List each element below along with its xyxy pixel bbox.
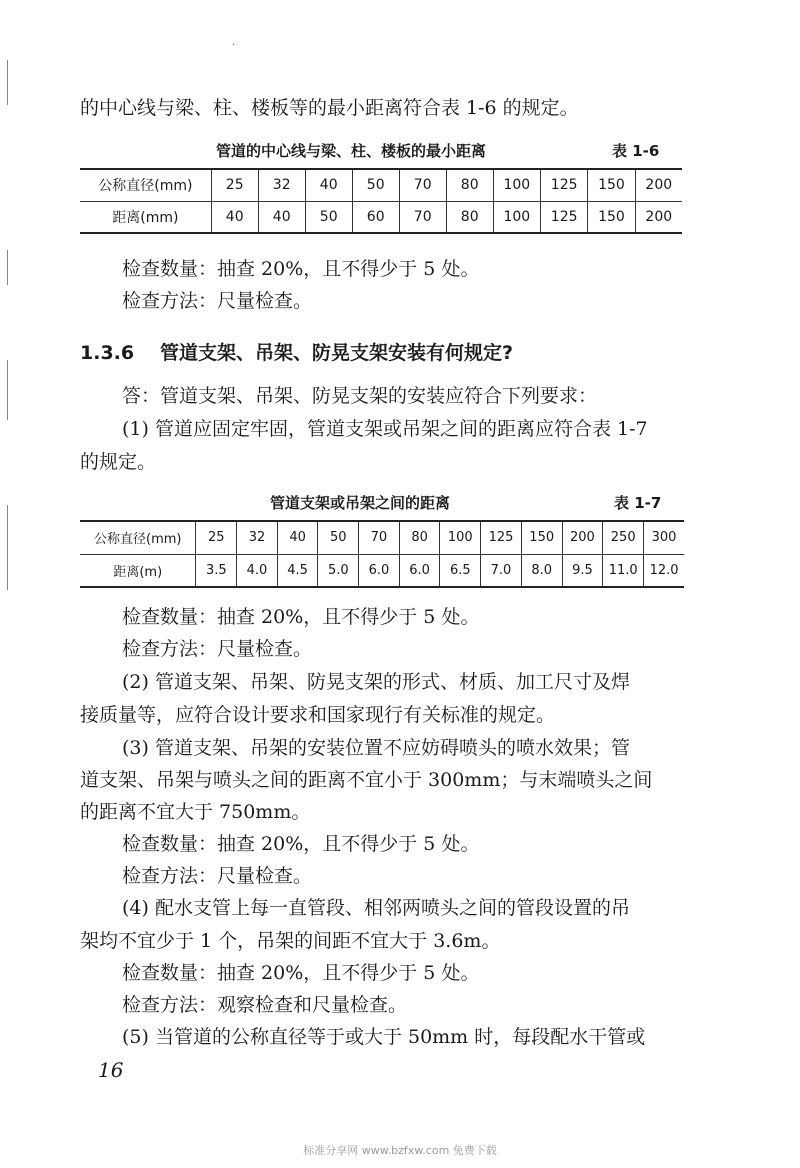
table2-cell: 100 (440, 521, 481, 554)
table1-title: 管道的中心线与梁、柱、楼板的最小距离 (216, 142, 487, 160)
paragraph-line: 答：管道支架、吊架、防晃支架的安装应符合下列要求： (122, 385, 598, 407)
paragraph-line: (3) 管道支架、吊架的安装位置不应妨碍喷头的喷水效果；管 (122, 737, 630, 759)
table1-cell: 25 (211, 169, 258, 201)
table2-cell: 4.0 (237, 554, 278, 587)
table2-cell: 5.0 (318, 554, 359, 587)
paragraph-line: 的规定。 (80, 451, 157, 473)
table1-cell: 80 (446, 201, 493, 233)
paragraph-line: 检查数量：抽查 20%，且不得少于 5 处。 (122, 962, 480, 984)
table2-cell: 7.0 (481, 554, 522, 587)
table2-row-diameter (80, 521, 684, 554)
table1-cell: 100 (493, 201, 540, 233)
table2-cell: 4.5 (277, 554, 318, 587)
table1-cell: 50 (305, 201, 352, 233)
table2-cell: 3.5 (196, 554, 237, 587)
table2-cell: 11.0 (603, 554, 644, 587)
table1-cell: 50 (352, 169, 399, 201)
table1-cell: 150 (588, 201, 635, 233)
table1-cell: 100 (493, 169, 540, 201)
table1-cell: 70 (399, 201, 446, 233)
table2-row-distance (80, 554, 684, 587)
table2-cell: 6.0 (399, 554, 440, 587)
table1-min-distance (80, 168, 682, 234)
table1-cell: 40 (305, 169, 352, 201)
table1-cell: 125 (541, 169, 588, 201)
table1-cell: 40 (258, 201, 305, 233)
table1-cell: 60 (352, 201, 399, 233)
paragraph-line: 检查方法：尺量检查。 (122, 638, 313, 660)
scan-margin-line (7, 360, 8, 420)
table2-cell: 300 (644, 521, 684, 554)
table2-cell: 6.5 (440, 554, 481, 587)
scan-margin-line (7, 505, 8, 590)
table1-row-distance (80, 201, 682, 233)
table1-cell: 150 (588, 169, 635, 201)
table1-cell: 32 (258, 169, 305, 201)
table2-cell: 125 (481, 521, 522, 554)
table1-cell: 200 (635, 201, 682, 233)
table2-cell: 25 (196, 521, 237, 554)
paragraph-line: 接质量等，应符合设计要求和国家现行有关标准的规定。 (80, 704, 556, 726)
paragraph-line: 检查方法：观察检查和尺量检查。 (122, 994, 408, 1016)
table2-row-header: 公称直径(mm) (80, 521, 196, 554)
section-number: 1.3.6 (80, 342, 135, 364)
table2-cell: 12.0 (644, 554, 684, 587)
table2-cell: 70 (359, 521, 400, 554)
table2-cell: 50 (318, 521, 359, 554)
table1-row-header: 公称直径(mm) (80, 169, 211, 201)
paragraph-line: 检查数量：抽查 20%，且不得少于 5 处。 (122, 258, 480, 280)
table2-title: 管道支架或吊架之间的距离 (270, 494, 451, 512)
table2-cell: 6.0 (359, 554, 400, 587)
table2-row-header: 距离(m) (80, 554, 196, 587)
page-number: 16 (98, 1058, 124, 1082)
table2-cell: 40 (277, 521, 318, 554)
paragraph-line: 检查数量：抽查 20%，且不得少于 5 处。 (122, 833, 480, 855)
paragraph-line: (5) 当管道的公称直径等于或大于 50mm 时，每段配水干管或 (122, 1026, 646, 1048)
section-title: 管道支架、吊架、防晃支架安装有何规定? (160, 342, 514, 364)
paragraph-line: 的距离不宜大于 750mm。 (80, 801, 311, 823)
table1-cell: 70 (399, 169, 446, 201)
table1-row-diameter (80, 169, 682, 201)
table1-cell: 200 (635, 169, 682, 201)
paragraph-line: 检查数量：抽查 20%，且不得少于 5 处。 (122, 606, 480, 628)
table2-cell: 32 (237, 521, 278, 554)
table2-cell: 9.5 (562, 554, 603, 587)
section-heading (80, 338, 513, 365)
scan-margin-line (7, 60, 8, 105)
paragraph-line: 道支架、吊架与喷头之间的距离不宜小于 300mm；与末端喷头之间 (80, 769, 653, 791)
table1-row-header: 距离(mm) (80, 201, 211, 233)
paragraph-line: (4) 配水支管上每一直管段、相邻两喷头之间的管段设置的吊 (122, 897, 630, 919)
table1-cell: 40 (211, 201, 258, 233)
paragraph-line: 检查方法：尺量检查。 (122, 290, 313, 312)
table1-cell: 125 (541, 201, 588, 233)
table1-label: 表 1-6 (612, 142, 660, 160)
table2-cell: 80 (399, 521, 440, 554)
paragraph-line: 架均不宜少于 1 个，吊架的间距不宜大于 3.6m。 (80, 930, 501, 952)
paragraph-line: 检查方法：尺量检查。 (122, 865, 313, 887)
paragraph-line: (2) 管道支架、吊架、防晃支架的形式、材质、加工尺寸及焊 (122, 671, 630, 693)
table2-cell: 250 (603, 521, 644, 554)
footer-watermark: 标准分享网 www.bzfxw.com 免费下载 (303, 1144, 497, 1157)
paragraph-line: 的中心线与梁、柱、楼板等的最小距离符合表 1-6 的规定。 (80, 97, 579, 119)
scan-speck: · (232, 40, 236, 51)
table2-cell: 8.0 (521, 554, 562, 587)
table2-support-spacing (80, 520, 684, 588)
paragraph-line: (1) 管道应固定牢固，管道支架或吊架之间的距离应符合表 1-7 (122, 418, 648, 440)
table1-cell: 80 (446, 169, 493, 201)
table2-label: 表 1-7 (614, 494, 662, 512)
table2-cell: 150 (521, 521, 562, 554)
table2-cell: 200 (562, 521, 603, 554)
scan-margin-line (7, 250, 8, 285)
